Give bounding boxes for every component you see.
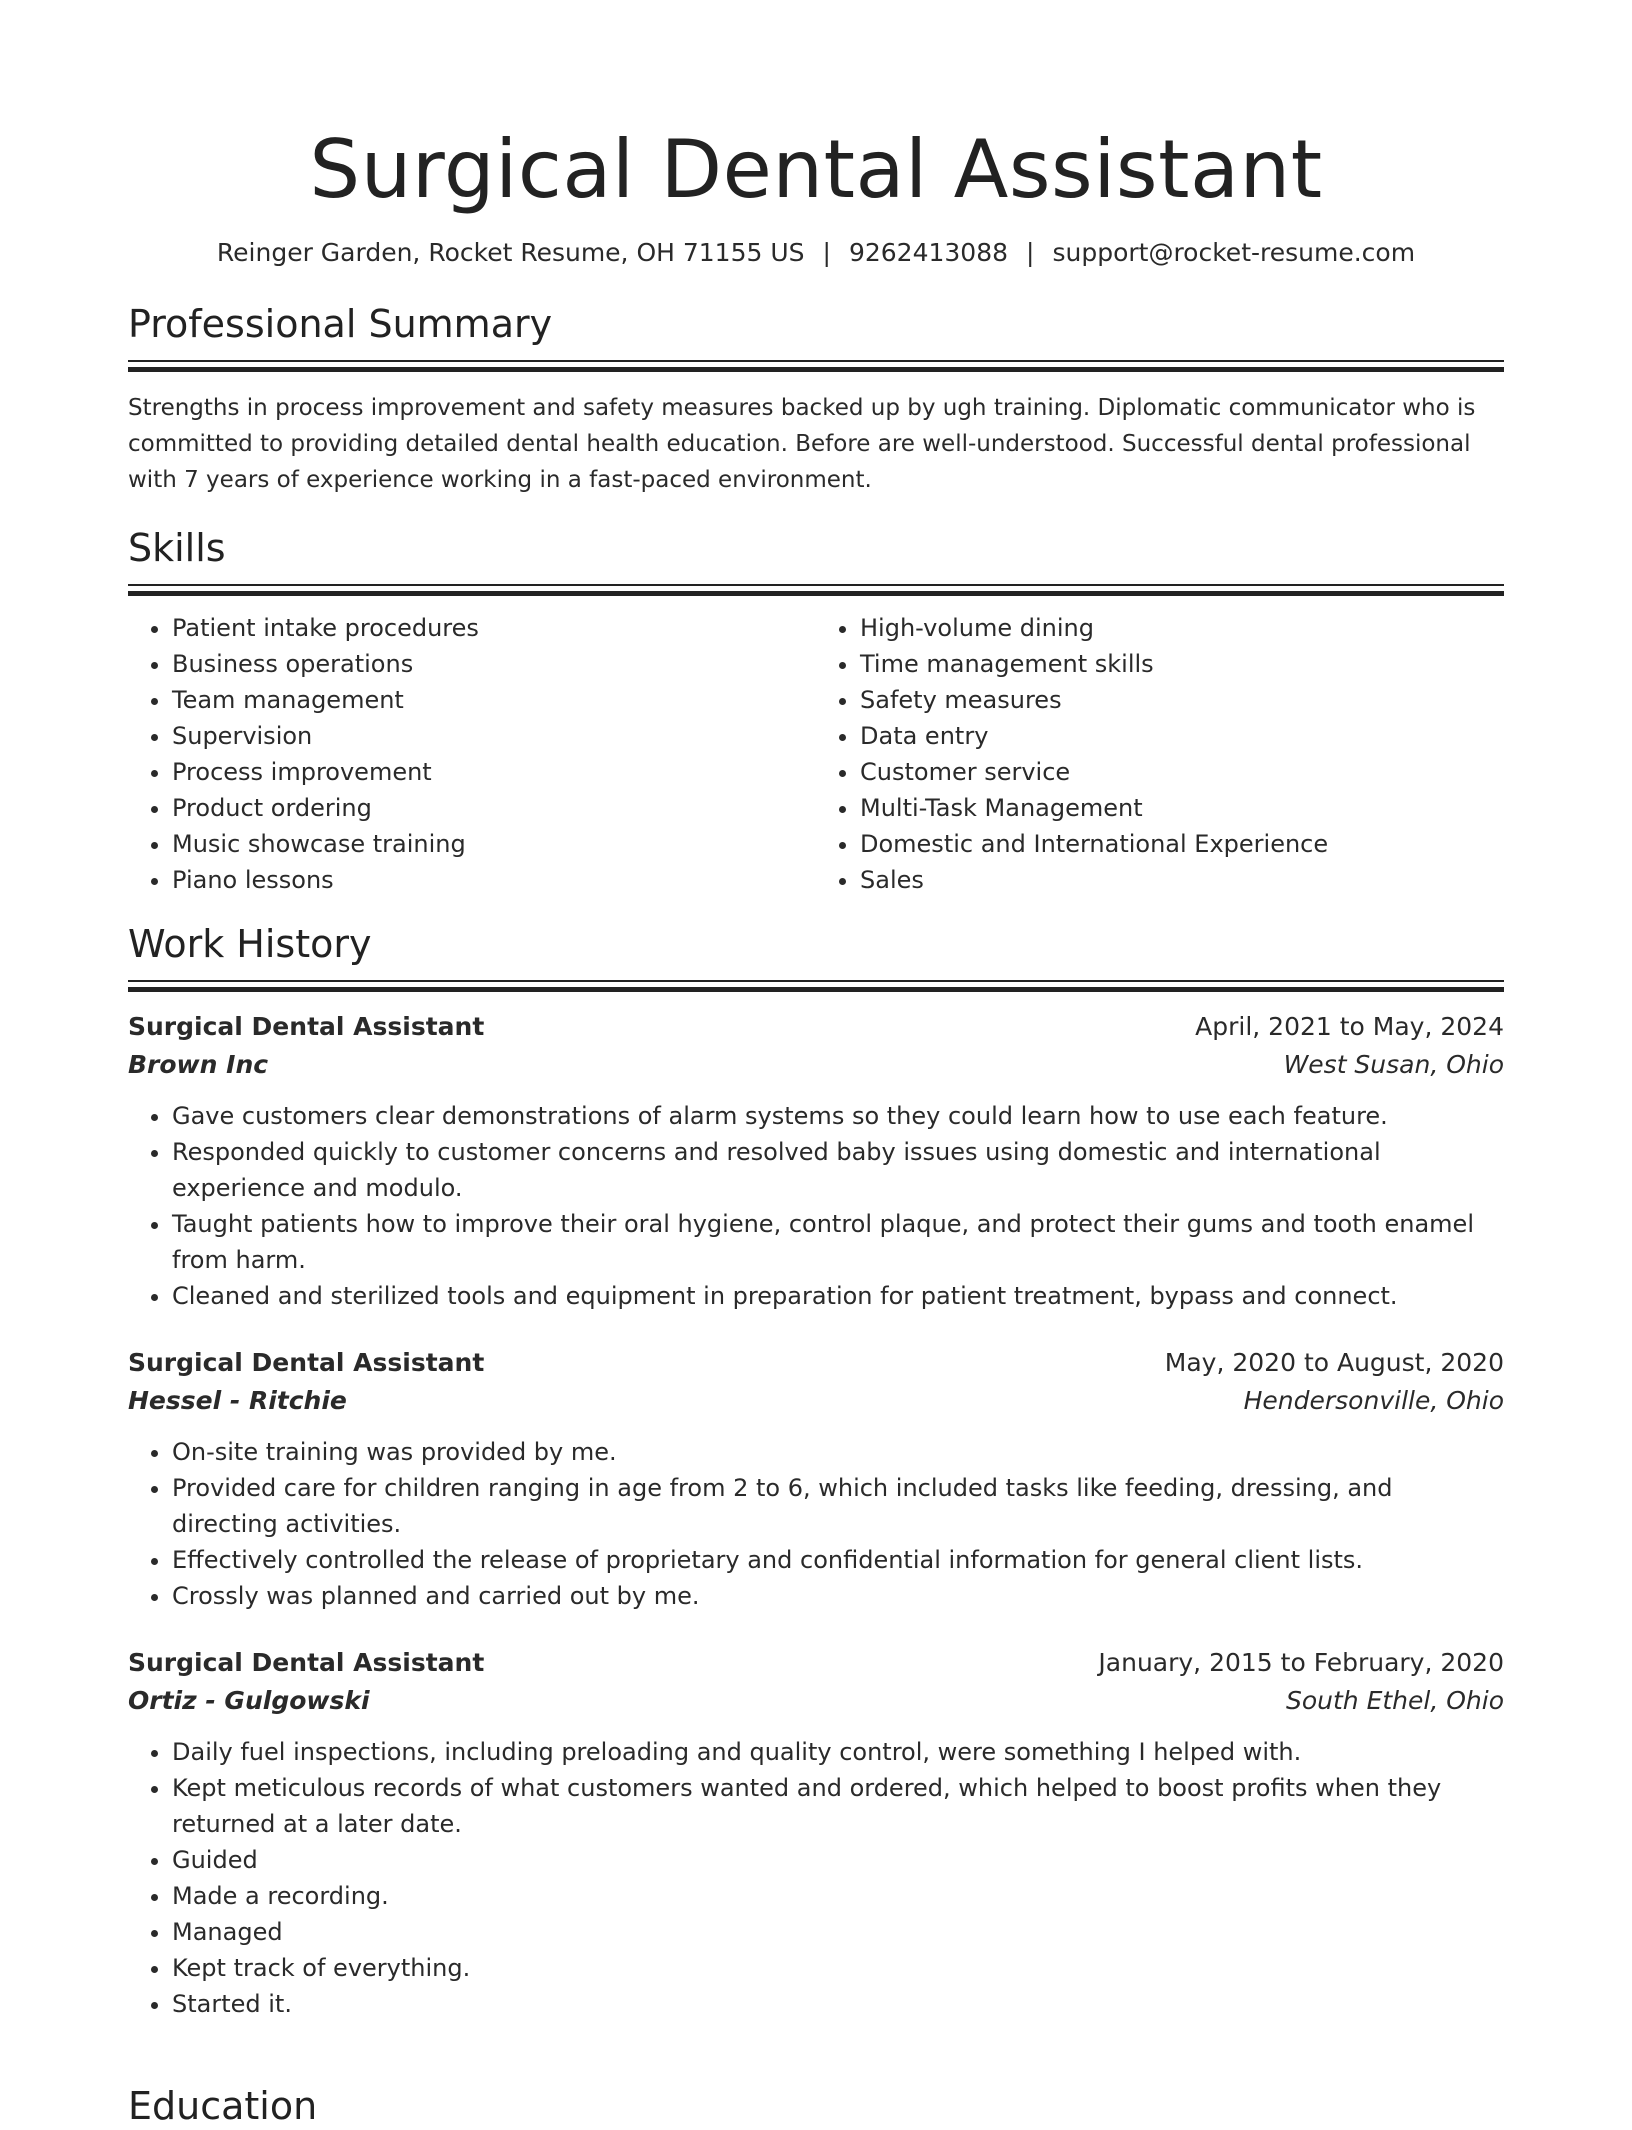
job-bullet: • Taught patients how to improve their oral hygiene, control plaque, and protect their gums and tooth enamel from harm. bbox=[172, 1206, 1504, 1278]
job-bullet: • Managed bbox=[172, 1914, 1504, 1950]
skill-item: • Patient intake procedures bbox=[172, 610, 816, 646]
contact-phone: 9262413088 bbox=[848, 238, 1009, 267]
resume-page bbox=[128, 0, 1504, 2022]
skill-item: • Music showcase training bbox=[172, 826, 816, 862]
job-company: Hessel - Ritchie bbox=[128, 1386, 347, 1415]
candidate-name: Surgical Dental Assistant bbox=[309, 123, 1323, 216]
section-skills bbox=[128, 524, 1504, 898]
skill-item: • Safety measures bbox=[860, 682, 1504, 718]
job-title: Surgical Dental Assistant bbox=[128, 1648, 485, 1677]
skills-column-right bbox=[816, 610, 1504, 898]
job-bullet: • Responded quickly to customer concerns and resolved baby issues using domestic and international experience and modulo. bbox=[172, 1134, 1504, 1206]
job-header bbox=[128, 1644, 1504, 1682]
skills-list bbox=[128, 610, 1504, 898]
skill-item: • Piano lessons bbox=[172, 862, 816, 898]
job-title: Surgical Dental Assistant bbox=[128, 1012, 485, 1041]
job-subheader bbox=[128, 1046, 1504, 1084]
job-bullets bbox=[128, 1434, 1504, 1614]
skill-item: • Time management skills bbox=[860, 646, 1504, 682]
section-title-work-history: Work History bbox=[128, 922, 372, 966]
job-bullet: • Cleaned and sterilized tools and equipment in preparation for patient treatment, bypass and connect. bbox=[172, 1278, 1504, 1314]
skill-item: • Domestic and International Experience bbox=[860, 826, 1504, 862]
job-bullet: • Kept meticulous records of what customers wanted and ordered, which helped to boost profits when they returned at a later date. bbox=[172, 1770, 1504, 1842]
section-title-summary: Professional Summary bbox=[128, 302, 553, 346]
job-location: Hendersonville, Ohio bbox=[1243, 1386, 1504, 1415]
section-title-education: Education bbox=[128, 2084, 318, 2128]
section-divider bbox=[128, 360, 1504, 372]
job-location: South Ethel, Ohio bbox=[1285, 1686, 1504, 1715]
job-bullet: • On-site training was provided by me. bbox=[172, 1434, 1504, 1470]
skill-item: • Customer service bbox=[860, 754, 1504, 790]
job-bullet: • Gave customers clear demonstrations of alarm systems so they could learn how to use each feature. bbox=[172, 1098, 1504, 1134]
job-bullet: • Started it. bbox=[172, 1986, 1504, 2022]
job-subheader bbox=[128, 1682, 1504, 1720]
contact-address: Reinger Garden, Rocket Resume, OH 71155 US bbox=[216, 238, 805, 267]
job-location: West Susan, Ohio bbox=[1283, 1050, 1504, 1079]
section-divider bbox=[128, 584, 1504, 596]
job-header bbox=[128, 1008, 1504, 1046]
job-bullets bbox=[128, 1734, 1504, 2022]
job-dates: January, 2015 to February, 2020 bbox=[1098, 1648, 1504, 1677]
skill-item: • Business operations bbox=[172, 646, 816, 682]
section-summary bbox=[128, 300, 1504, 498]
contact-line bbox=[128, 236, 1504, 270]
skill-item: • Multi-Task Management bbox=[860, 790, 1504, 826]
skill-item: • Supervision bbox=[172, 718, 816, 754]
job-header bbox=[128, 1344, 1504, 1382]
contact-separator: | bbox=[1026, 238, 1035, 267]
job-bullet: • Guided bbox=[172, 1842, 1504, 1878]
contact-email: support@rocket-resume.com bbox=[1052, 238, 1416, 267]
section-work-history bbox=[128, 920, 1504, 2022]
job-bullet: • Made a recording. bbox=[172, 1878, 1504, 1914]
job-company: Ortiz - Gulgowski bbox=[128, 1686, 370, 1715]
section-title-skills: Skills bbox=[128, 526, 226, 570]
job-entry bbox=[128, 1008, 1504, 1314]
job-entry bbox=[128, 1644, 1504, 2022]
job-bullet: • Crossly was planned and carried out by me. bbox=[172, 1578, 1504, 1614]
job-dates: May, 2020 to August, 2020 bbox=[1164, 1348, 1504, 1377]
job-dates: April, 2021 to May, 2024 bbox=[1195, 1012, 1504, 1041]
job-bullet: • Effectively controlled the release of proprietary and confidential information for general client lists. bbox=[172, 1542, 1504, 1578]
skill-item: • Data entry bbox=[860, 718, 1504, 754]
job-title: Surgical Dental Assistant bbox=[128, 1348, 485, 1377]
skill-item: • Team management bbox=[172, 682, 816, 718]
skills-column-left bbox=[128, 610, 816, 898]
job-subheader bbox=[128, 1382, 1504, 1420]
job-bullet: • Provided care for children ranging in age from 2 to 6, which included tasks like feeding, dressing, and directing activities. bbox=[172, 1470, 1504, 1542]
job-bullets bbox=[128, 1098, 1504, 1314]
skill-item: • Product ordering bbox=[172, 790, 816, 826]
job-bullet: • Kept track of everything. bbox=[172, 1950, 1504, 1986]
skill-item: • High-volume dining bbox=[860, 610, 1504, 646]
summary-text: Strengths in process improvement and safety measures backed up by ugh training. Diplomatic communicator who is committed to providing detailed dental health education. Before are well-understood. Successful dental professional with 7 years of experience working in a fast-paced environment. bbox=[128, 395, 1476, 493]
job-entry bbox=[128, 1344, 1504, 1614]
job-bullet: • Daily fuel inspections, including preloading and quality control, were something I helped with. bbox=[172, 1734, 1504, 1770]
contact-separator: | bbox=[822, 238, 831, 267]
skill-item: • Sales bbox=[860, 862, 1504, 898]
job-company: Brown Inc bbox=[128, 1050, 269, 1079]
skill-item: • Process improvement bbox=[172, 754, 816, 790]
section-divider bbox=[128, 980, 1504, 992]
